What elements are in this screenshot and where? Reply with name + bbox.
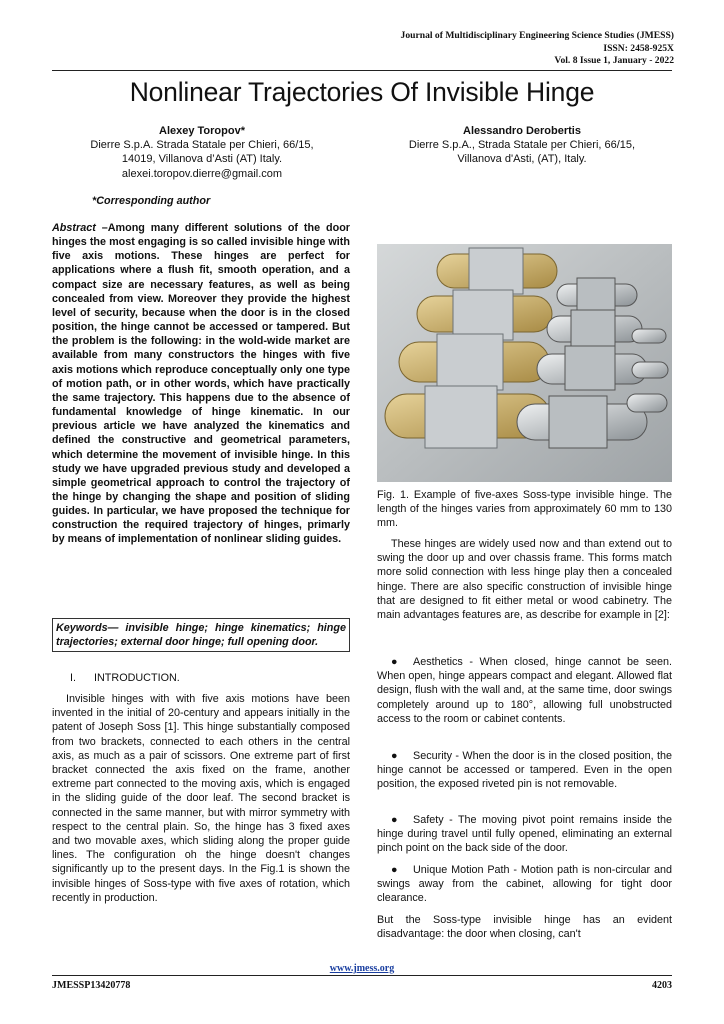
header-rule <box>52 70 672 71</box>
section-number: I. <box>70 672 76 684</box>
author-email[interactable]: alexei.toropov.dierre@gmail.com <box>121 167 283 180</box>
author-affiliation: Dierre S.p.A. Strada Statale per Chieri, 66/15, <box>90 139 314 152</box>
figure-caption: Fig. 1. Example of five-axes Soss-type invisible hinge. The length of the hinges varies from approximately 60 mm to 130 mm. <box>377 489 672 530</box>
author-affiliation: 14019, Villanova d’Asti (AT) Italy. <box>121 153 283 166</box>
keywords-box: Keywords— invisible hinge; hinge kinematics; hinge trajectories; external door hinge; full opening door. <box>52 618 350 652</box>
body-paragraph: These hinges are widely used now and than extend out to swing the door up and over chassis frame. This forms match more solid connection with less hinge play then a concealed hinge. There are also specific construction of invisible hinge that are designed to fit either metal or wood cabinetry. The main advantages features are, as describe for example in [2]: <box>377 538 672 622</box>
author-name: Alexey Toropov* <box>159 125 245 137</box>
corresponding-author-note: *Corresponding author <box>92 195 211 207</box>
author-block-2 <box>372 124 672 167</box>
brass-hinge <box>399 334 549 390</box>
bullet-item <box>377 749 672 792</box>
journal-header <box>294 30 674 68</box>
hinges-photo-illustration <box>377 244 672 482</box>
author-name: Alessandro Derobertis <box>463 125 581 137</box>
bullet-icon: ● <box>391 750 398 762</box>
journal-volume: Vol. 8 Issue 1, January - 2022 <box>554 55 674 67</box>
intro-paragraph: Invisible hinges with with five axis motions have been invented in the initial of 20-century and appears initially in the patent of Joseph Soss [1]. This hinge substantially composed from two brackets, connected to each others in the central axis, as much as a pair of scissors. One extreme part of first bracket connected the axis fixed on the frame, another extreme part connected to the moving axis, which is engaged in the sliding guide of the door leaf. The second bracket is connected in the same manner, but with mirror symmetry with respect to the central plain. So, the hinge has 3 fixed axes and two movable axes, which sliding along the proper guide lines. The configuration oh the hinge doesn't changes significantly up to the present days. In the Fig.1 is shown the invisible hinges of Soss-type with five axes of rotation, which recently in production. <box>52 693 350 904</box>
bullet-item <box>377 655 672 726</box>
journal-issn: ISSN: 2458-925X <box>603 42 674 54</box>
author-affiliation: Dierre S.p.A., Strada Statale per Chieri, 66/15, <box>408 139 636 152</box>
abstract-label: Abstract <box>52 222 96 234</box>
figure-hinges-photo <box>377 244 672 482</box>
brass-hinge <box>417 290 552 340</box>
section-title: INTRODUCTION. <box>94 672 180 684</box>
paper-title: Nonlinear Trajectories Of Invisible Hinge <box>129 77 595 107</box>
journal-name: Journal of Multidisciplinary Engineering Science Studies (JMESS) <box>400 30 674 41</box>
section-heading <box>70 672 180 684</box>
bullet-icon: ● <box>391 656 398 668</box>
bullet-item <box>377 813 672 856</box>
body-paragraph-continued: But the Soss-type invisible hinge has an evident disadvantage: the door when closing, can't <box>377 914 672 941</box>
footer-paper-id: JMESSP13420778 <box>52 980 131 991</box>
bullet-icon: ● <box>391 814 398 826</box>
bullet-text: Safety - The moving pivot point remains inside the hinge during travel until fully opened, eliminating an external pinch point on the back side of the door. <box>377 814 672 855</box>
steel-hinge <box>547 310 642 348</box>
author-affiliation: Villanova d'Asti, (AT), Italy. <box>457 153 587 166</box>
bullet-item <box>377 863 672 906</box>
bullet-text: Security - When the door is in the closed position, the hinge cannot be accessed or tampered. Even in the open position, the exposed riveted pin is not removable. <box>377 750 672 791</box>
abstract <box>52 221 350 547</box>
bullet-text: Unique Motion Path - Motion path is non-circular and swings away from the cabinet, allowing for tight door clearance. <box>377 864 672 905</box>
author-block-1 <box>52 124 352 181</box>
abstract-text: –Among many different solutions of the door hinges the most engaging is so called invisible hinge with five axis motions. These hinges are perfect for applications where a flush fit, smooth operation, and a compact size are necessary features, as well as being concealed from view. Moreover they provide the highest level of security, because when the door is in the closed position, the hinge cannot be accessed or tampered. But the problem is the following: in the wold-wide market are available from many constructors the hinges with five axis motions which reproduce conceptually only one type of motion path, or in other words, which have practically the same trajectory. This happens due to the absence of fundamental knowledge of hinge kinematic. In our previous article we have analyzed the kinematics and defined the constructive and geometrical parameters, which determine the movement of invisible hinge. In this study we have upgraded previous study and developed a simple geometrical approach to control the trajectory of the hinge by changing the shape and position of sliding guides. In particular, we have proposed the technique for construction the required trajectory of hinges, primarly by means of implementation of nonlinear sliding guides. <box>52 222 350 546</box>
brass-hinge <box>437 248 557 294</box>
page-number: 4203 <box>652 980 672 991</box>
bullet-icon: ● <box>391 864 398 876</box>
footer-url-link[interactable]: www.jmess.org <box>329 963 395 974</box>
footer-rule <box>52 975 672 976</box>
bullet-text: Aesthetics - When closed, hinge cannot be seen. When open, hinge appears compact and elegant. Allowed flat design, flush with the wall and, at the same time, door swings completely around up to 180°, allowing full unobstructed access to the room or cabinet contents. <box>377 656 672 725</box>
